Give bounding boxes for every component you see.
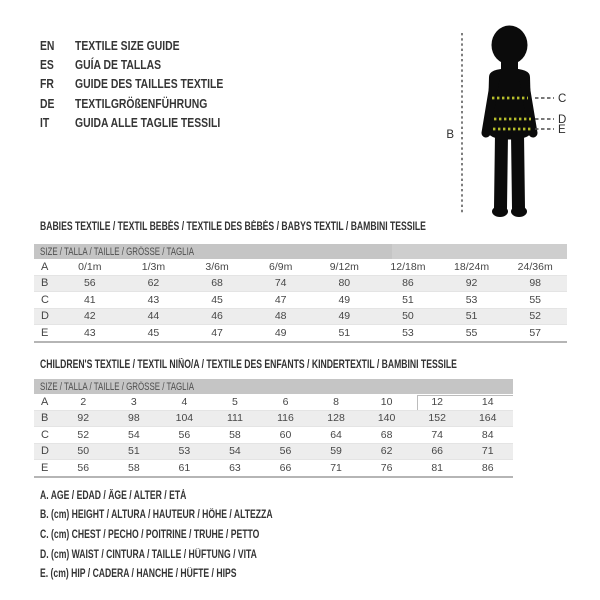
language-row-fr <box>40 74 260 93</box>
table-row-height: B 56 62 68 74 80 86 92 98 <box>34 276 567 293</box>
table-row-chest: C 52 54 56 58 60 64 68 74 84 <box>34 427 513 444</box>
children-section-title: CHILDREN'S TEXTILE / TEXTIL NIÑO/A / TEXTILE DES ENFANTS / KINDERTEXTIL / BAMBINI TESSILE <box>40 359 457 371</box>
legend-item-chest: C. (cm) CHEST / PECHO / POITRINE / TRUHE / PETTO <box>40 528 260 541</box>
legend-item-waist: D. (cm) WAIST / CINTURA / TAILLE / HÜFTUNG / VITA <box>40 548 257 561</box>
table-row-waist: D 42 44 46 48 49 50 51 52 <box>34 309 567 326</box>
hip-label: E <box>558 124 566 136</box>
measurement-legend <box>40 486 350 584</box>
language-row-de <box>40 94 260 113</box>
table-row-age: A 2 3 4 5 6 8 10 12 14 <box>34 394 513 411</box>
children-size-table <box>34 379 513 478</box>
table-row-hip: E 56 58 61 63 66 71 76 81 86 <box>34 460 513 478</box>
language-row-en <box>40 36 260 55</box>
language-code: ES <box>40 57 54 73</box>
language-title: TEXTILE SIZE GUIDE <box>75 38 180 54</box>
table-row-waist: D 50 51 53 54 56 59 62 66 71 <box>34 444 513 461</box>
size-header-label: SIZE / TALLA / TAILLE / GRÖSSE / TAGLIA <box>40 245 195 258</box>
table-row-age: A 0/1m 1/3m 3/6m 6/9m 9/12m 12/18m 18/24m 24/36m <box>34 259 567 276</box>
language-title: GUIDA ALLE TAGLIE TESSILI <box>75 114 221 130</box>
legend-item-age: A. AGE / EDAD / ÂGE / ALTER / ETÀ <box>40 489 187 502</box>
table-row-height: B 92 98 104 111 116 128 140 152 164 <box>34 411 513 428</box>
babies-size-table <box>34 244 567 343</box>
chest-label: C <box>558 93 567 105</box>
legend-item-height: B. (cm) HEIGHT / ALTURA / HAUTEUR / HÖHE / ALTEZZA <box>40 509 273 522</box>
size-header-bar <box>34 379 513 394</box>
language-list <box>40 36 260 132</box>
size-header-label: SIZE / TALLA / TAILLE / GRÖSSE / TAGLIA <box>40 380 195 393</box>
child-silhouette-figure <box>440 12 590 224</box>
language-title: GUIDE DES TAILLES TEXTILE <box>75 76 224 92</box>
bar-shade-artifact <box>392 244 567 259</box>
waist-label: D <box>558 114 567 126</box>
child-silhouette <box>486 26 533 218</box>
language-code: DE <box>40 95 55 111</box>
babies-section-title: BABIES TEXTILE / TEXTIL BEBÉS / TEXTILE DES BÉBÉS / BABYS TEXTIL / BAMBINI TESSILE <box>40 221 426 233</box>
language-row-it <box>40 113 260 132</box>
height-label: B <box>446 129 454 141</box>
size-header-bar <box>34 244 567 259</box>
language-row-es <box>40 55 260 74</box>
table-row-chest: C 41 43 45 47 49 51 53 55 <box>34 292 567 309</box>
language-code: FR <box>40 76 54 92</box>
legend-item-hip: E. (cm) HIP / CADERA / HANCHE / HÜFTE / HIPS <box>40 568 237 581</box>
table-row-hip: E 43 45 47 49 51 53 55 57 <box>34 325 567 343</box>
language-title: TEXTILGRÖßENFÜHRUNG <box>75 95 208 111</box>
language-title: GUÍA DE TALLAS <box>75 57 162 73</box>
language-code: EN <box>40 38 55 54</box>
language-code: IT <box>40 114 50 130</box>
